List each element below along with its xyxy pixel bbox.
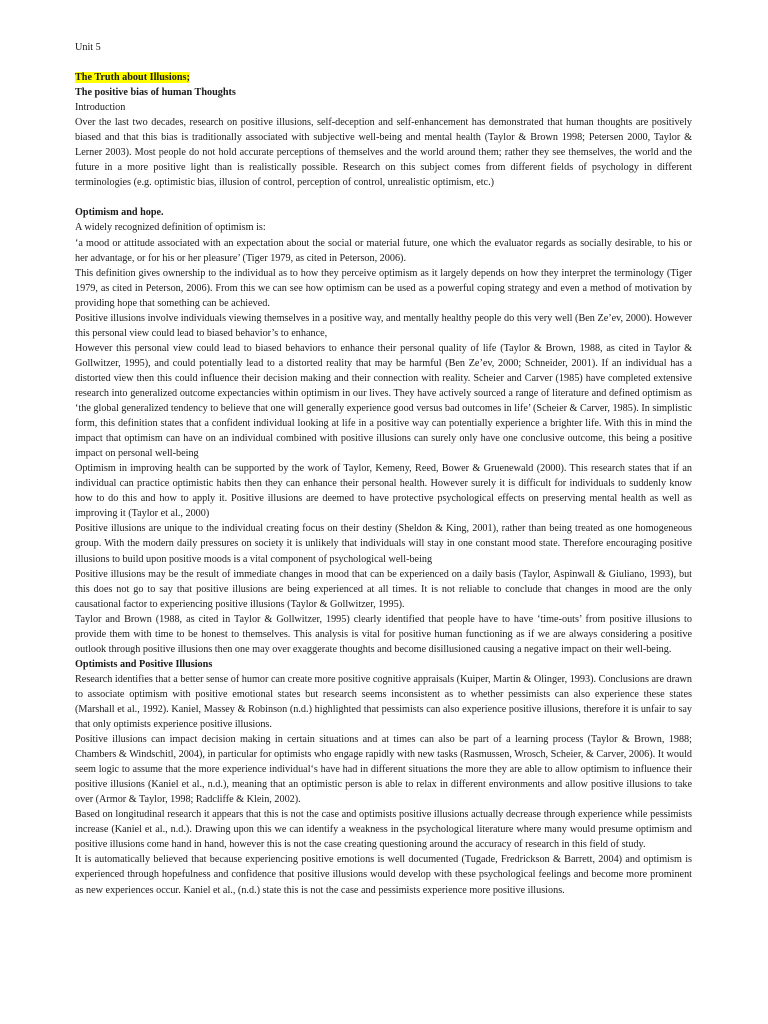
paragraph: Optimism in improving health can be supported by the work of Taylor, Kemeny, Reed, Bower & Gruenewald (2000). This research states that if an individual can practice optimistic habits then they can enhance their personal health. However surely it is difficult for individuals to suddenly know how to do this and how to apply it. Positive illusions are deemed to have protective psychological effects on preserving mental health as well as improving it (Taylor et al., 2000) — [75, 463, 692, 520]
paragraph: Based on longitudinal research it appears that this is not the case and optimists positive illusions actually decrease through experience while pessimists increase (Kaniel et al., n.d.). Drawing upon this we can identify a weakness in the psychological literature where many would presume optimism and positive illusions come hand in hand, however this is not the case creating questioning around the accuracy of research in this field of study. — [75, 809, 692, 851]
introduction-paragraph: Over the last two decades, research on positive illusions, self-deception and self-enhancement has demonstrated that human thoughts are positively biased and that this bias is traditionally associated with subjective well-being and mental health (Taylor & Brown 1998; Petersen 2000, Taylor & Lerner 2003). Most people do not hold accurate perceptions of themselves and the world around them; rather they see themselves, the world and the future in a more positive light than is realistically possible. Research on this subject comes from different fields of psychology in different terminologies (e.g. optimistic bias, illusion of control, perception of control, unrealistic optimism, etc.) — [75, 117, 692, 189]
paragraph: Positive illusions are unique to the individual creating focus on their destiny (Sheldon & King, 2001), rather than being treated as one homogeneous group. With the modern daily pressures on society it is unlikely that individuals will stay in one constant mood state. Therefore encouraging positive illusions to build upon positive moods is a vital component of psychological well-being — [75, 523, 692, 565]
paragraph: However this personal view could lead to biased behaviors to enhance their personal quality of life (Taylor & Brown, 1988, as cited in Taylor & Gollwitzer, 1995), and could potentially lead to a distorted reality that may be harmful (Ben Ze’ev, 2000; Schneider, 2001). If an individual has a distorted view then this could influence their decision making and their connection with reality. Scheier and Carver (1985) have completed extensive research into generalized outcome expectancies within optimism in our lives. They have actively sourced a range of literature and defined optimism as ‘the global generalized tendency to believe that one will generally experience good versus bad outcomes in life’ (Scheier & Carver, 1985). In simplistic form, this definition states that a confident individual looking at life in a positive way can potentially experience a brighter life. With this in mind the impact that optimism can have on an individual combined with positive illusions can surely only have one conclusive outcome, this being a positive impact on personal well-being — [75, 342, 692, 460]
paragraph: Positive illusions can impact decision making in certain situations and at times can also be part of a learning process (Taylor & Brown, 1988; Chambers & Windschitl, 2004), in particular for optimists who engage rapidly with new tasks (Rasmussen, Wrosch, Scheier, & Carver, 2006). It would seem logic to assume that the more experience individual‘s have had in different situations the more they are able to allow optimism to influence their positive illusions (Kaniel et al., n.d.), meaning that an optimistic person is able to relax in different environments and allow positive illusions to take over (Armor & Taylor, 1998; Radcliffe & Klein, 2002). — [75, 734, 692, 806]
document-subtitle: The positive bias of human Thoughts — [75, 87, 236, 99]
document-title — [75, 70, 692, 85]
paragraph: Positive illusions involve individuals viewing themselves in a positive way, and mentally healthy people do this very well (Ben Ze’ev, 2000). However this personal view could lead to biased behavior’s to enhance, — [75, 312, 692, 339]
paragraph: Research identifies that a better sense of humor can create more positive cognitive appraisals (Kuiper, Martin & Olinger, 1993). Conclusions are drawn to associate optimism with positive emotional states but research seems inconsistent as to whether pessimists can also experience these states (Marshall et al., 1992). Kaniel, Massey & Robinson (n.d.) highlighted that pessimists can also experience positive illusions, therefore it is unfair to say that only optimists experience positive illusions. — [75, 673, 692, 731]
section-heading-optimism: Optimism and hope. — [75, 207, 164, 219]
section-heading-optimists: Optimists and Positive Illusions — [75, 658, 213, 670]
paragraph: A widely recognized definition of optimism is: — [75, 222, 266, 234]
paragraph: ‘a mood or attitude associated with an expectation about the social or material future, one which the evaluator regards as socially desirable, to his or her advantage, or for his or her pleasure’ (Tiger 1979, as cited in Peterson, 2006). — [75, 237, 692, 264]
paragraph: This definition gives ownership to the individual as to how they perceive optimism as it largely depends on how they interpret the terminology (Tiger 1979, as cited in Peterson, 2006). From this we can see how optimism can be used as a powerful coping strategy and even a method of motivation by providing hope that something can be achieved. — [75, 267, 692, 309]
paragraph: Taylor and Brown (1988, as cited in Taylor & Gollwitzer, 1995) clearly identified that people have to have ‘time-outs’ from positive illusions to provide them with time to be honest to themselves. This analysis is vital for positive human functioning as if we are always considering a positive outlook through positive illusions then one may over exaggerate thoughts and become disillusioned causing a negative impact on their well-being. — [75, 613, 692, 655]
introduction-label: Introduction — [75, 102, 126, 114]
unit-label: Unit 5 — [75, 42, 101, 53]
paragraph: Positive illusions may be the result of immediate changes in mood that can be experienced on a daily basis (Taylor, Aspinwall & Giuliano, 1993), but this does not go to say that positive illusions are being experienced at all times. It is not reliable to conclude that changes in mood are the only causational factor to experiencing positive illusions (Taylor & Gollwitzer, 1995). — [75, 568, 692, 610]
highlighted-title: The Truth about Illusions; — [75, 72, 190, 84]
paragraph: It is automatically believed that because experiencing positive emotions is well documented (Tugade, Fredrickson & Barrett, 2004) and optimism is experienced through hopefulness and confidence that positive illusions would develop with these psychological feelings and become more prominent as new experiences occur. Kaniel et al., (n.d.) state this is not the case and pessimists experience more positive illusions. — [75, 854, 692, 896]
